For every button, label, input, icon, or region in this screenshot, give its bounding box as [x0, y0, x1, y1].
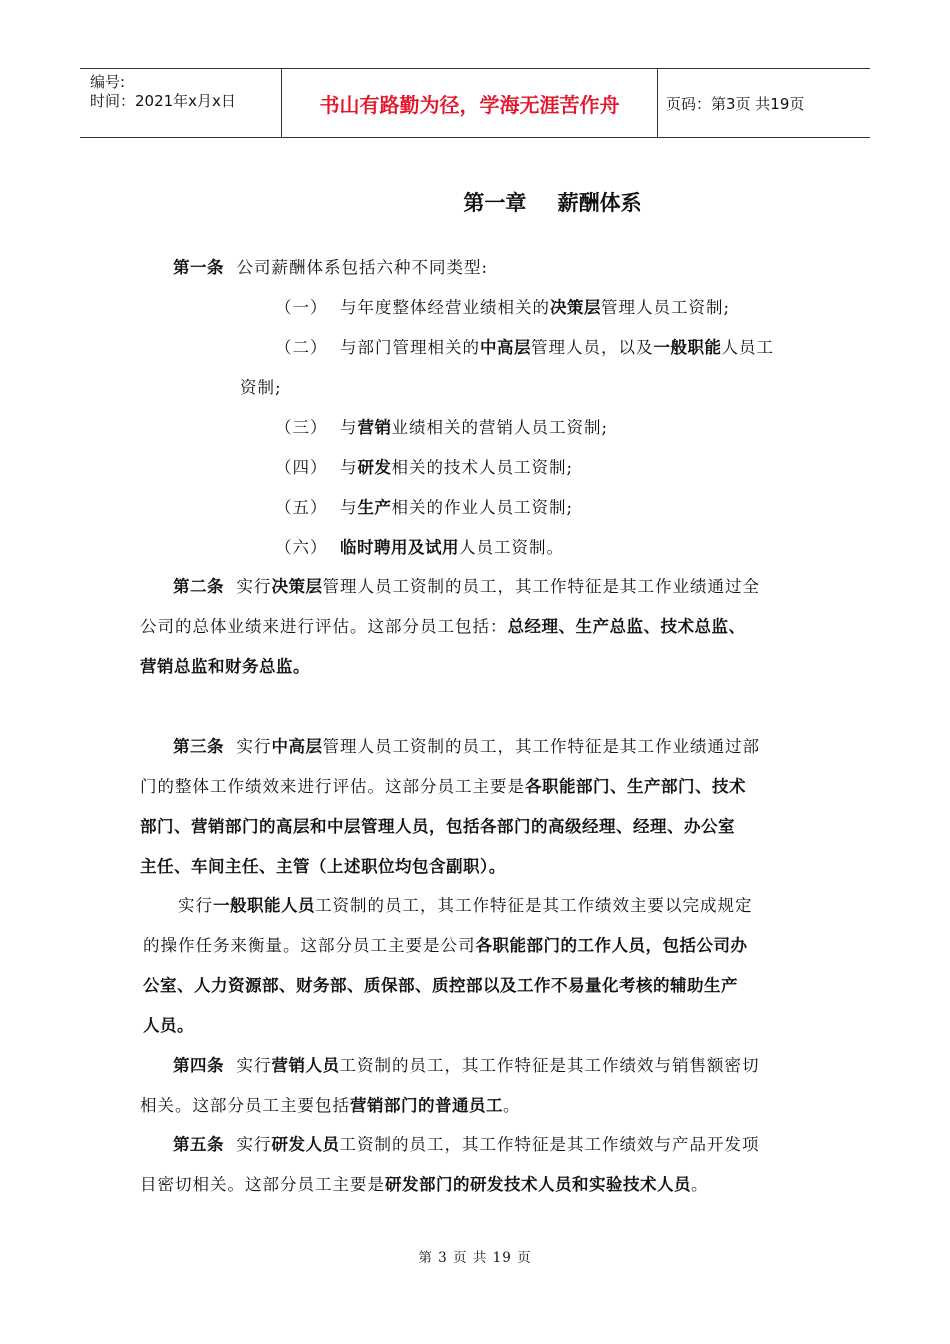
- chapter-name: 薪酬体系: [557, 191, 642, 215]
- article-3-line-4: 主任、车间主任、主管（上述职位均包含副职）。: [140, 857, 506, 876]
- article-4-line-2: 相关。这部分员工主要包括营销部门的普通员工。: [140, 1096, 521, 1115]
- article-1-item-4: （四） 与研发相关的技术人员工资制;: [275, 458, 574, 477]
- article-3-para-2-line-4: 人员。: [143, 1016, 194, 1035]
- article-1-item-2-cont: 资制;: [240, 378, 282, 397]
- article-3-para-2-line-3: 公室、人力资源部、财务部、质保部、质控部以及工作不易量化考核的辅助生产: [143, 976, 738, 995]
- article-5-line-2: 目密切相关。这部分员工主要是研发部门的研发技术人员和实验技术人员。: [140, 1175, 709, 1194]
- article-2-line-3: 营销总监和财务总监。: [140, 657, 310, 676]
- article-1-item-1: （一） 与年度整体经营业绩相关的决策层管理人员工资制;: [275, 298, 731, 317]
- article-4-line-1: 第四条 实行营销人员工资制的员工，其工作特征是其工作绩效与销售额密切: [173, 1056, 760, 1075]
- page-header: [80, 68, 870, 138]
- header-motto: 书山有路勤为径，学海无涯苦作舟: [282, 69, 658, 137]
- header-meta: [80, 69, 282, 137]
- article-3-para-2-line-1: 实行一般职能人员工资制的员工，其工作特征是其工作绩效主要以完成规定: [178, 896, 753, 915]
- article-1-intro: 第一条 公司薪酬体系包括六种不同类型:: [173, 258, 489, 277]
- header-page-info: 页码：第3页 共19页: [666, 94, 805, 113]
- article-3-line-3: 部门、营销部门的高层和中层管理人员，包括各部门的高级经理、经理、办公室: [140, 817, 735, 836]
- code-label: 编号:: [90, 73, 126, 91]
- article-1-item-3: （三） 与营销业绩相关的营销人员工资制;: [275, 418, 609, 437]
- article-1-item-6: （六） 临时聘用及试用人员工资制。: [275, 538, 564, 557]
- article-2-line-1: 第二条 实行决策层管理人员工资制的员工，其工作特征是其工作业绩通过全: [173, 577, 760, 596]
- article-3-line-2: 门的整体工作绩效来进行评估。这部分员工主要是各职能部门、生产部门、技术: [140, 777, 746, 796]
- article-2-line-2: 公司的总体业绩来进行评估。这部分员工包括：总经理、生产总监、技术总监、: [140, 617, 746, 636]
- date-label: 时间：2021年x月x日: [90, 92, 236, 110]
- page-footer: 第 3 页 共 19 页: [418, 1250, 532, 1266]
- article-5-line-1: 第五条 实行研发人员工资制的员工，其工作特征是其工作绩效与产品开发项: [173, 1135, 760, 1154]
- article-1-item-5: （五） 与生产相关的作业人员工资制;: [275, 498, 574, 517]
- article-3-para-2-line-2: 的操作任务来衡量。这部分员工主要是公司各职能部门的工作人员，包括公司办: [143, 936, 748, 955]
- chapter-title: [0, 187, 950, 217]
- article-3-line-1: 第三条 实行中高层管理人员工资制的员工，其工作特征是其工作业绩通过部: [173, 737, 760, 756]
- article-1-item-2: （二） 与部门管理相关的中高层管理人员，以及一般职能人员工: [275, 338, 774, 357]
- chapter-number: 第一章: [463, 191, 527, 215]
